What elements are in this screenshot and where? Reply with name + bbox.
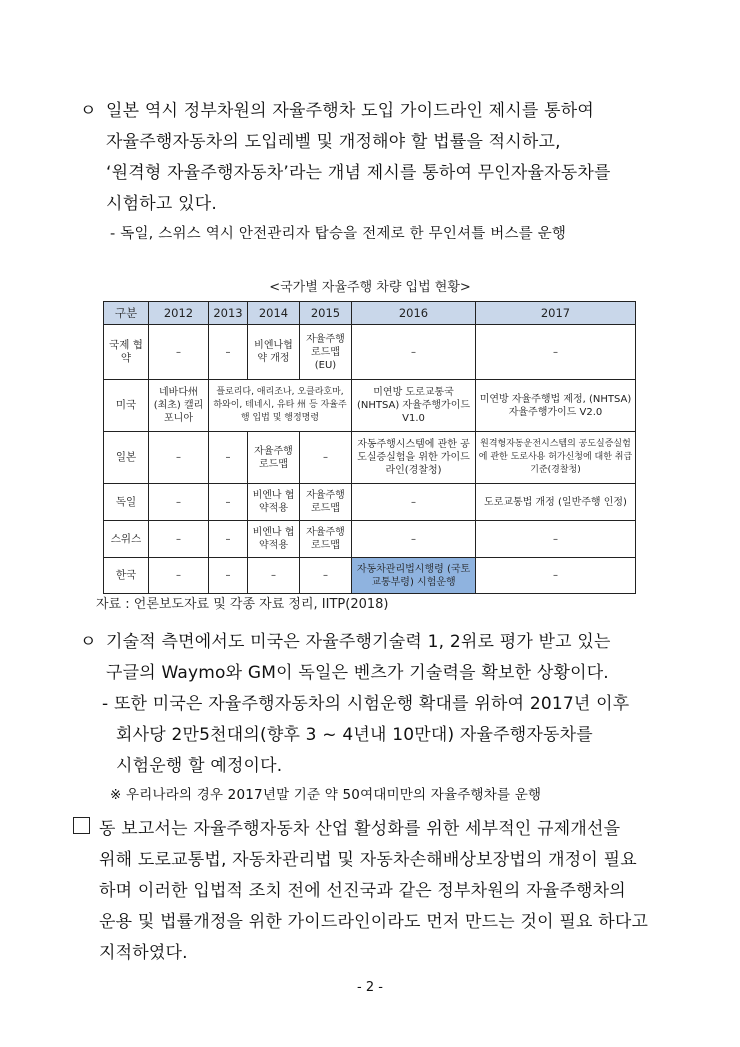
header-cell: 2013 bbox=[209, 302, 248, 325]
header-cell: 2014 bbox=[248, 302, 300, 325]
paragraph-line: 자율주행자동차의 도입레벨 및 개정해야 할 법률을 적시하고, bbox=[106, 132, 561, 152]
table-cell: – bbox=[352, 325, 476, 380]
table-cell: 자율주행 로드맵 bbox=[248, 432, 300, 484]
table-cell: – bbox=[209, 558, 248, 594]
paragraph-line: 동 보고서는 자율주행자동차 산업 활성화를 위한 세부적인 규제개선을 bbox=[99, 819, 621, 839]
sub-bullet-line: 회사당 2만5천대의(향후 3 ~ 4년내 10만대) 자율주행자동차를 bbox=[116, 725, 593, 745]
table-cell: 비엔나 협약적용 bbox=[248, 521, 300, 558]
table-cell: – bbox=[209, 521, 248, 558]
table-cell: 네바다州 (최초) 캘리포니아 bbox=[149, 380, 209, 432]
table-cell: – bbox=[149, 521, 209, 558]
paragraph-line: 지적하였다. bbox=[99, 943, 188, 963]
table-cell: – bbox=[300, 432, 352, 484]
table-cell: – bbox=[476, 325, 636, 380]
bullet-circle: ㅇ bbox=[80, 632, 97, 652]
row-label: 독일 bbox=[104, 484, 149, 521]
table-cell: 플로리다, 애리조나, 오클라호마, 하와이, 테네시, 유타 州 등 자율주행 입법 및 행정명령 bbox=[209, 380, 352, 432]
paragraph-line: 하며 이러한 입법적 조치 전에 선진국과 같은 정부차원의 자율주행차의 bbox=[99, 881, 626, 901]
table-cell: 자율주행 로드맵 bbox=[300, 521, 352, 558]
paragraph-line: 기술적 측면에서도 미국은 자율주행기술력 1, 2위로 평가 받고 있는 bbox=[106, 632, 611, 652]
table-cell: – bbox=[248, 558, 300, 594]
table-cell: – bbox=[149, 432, 209, 484]
legislation-table bbox=[103, 301, 636, 594]
row-label: 국제 협약 bbox=[104, 325, 149, 380]
paragraph-line: 시험하고 있다. bbox=[106, 194, 217, 214]
table-row bbox=[104, 558, 636, 594]
header-cell: 2016 bbox=[352, 302, 476, 325]
table-cell: 도로교통법 개정 (일반주행 인정) bbox=[476, 484, 636, 521]
paragraph-line: 일본 역시 정부차원의 자율주행차 도입 가이드라인 제시를 통하여 bbox=[106, 101, 595, 121]
paragraph-line: 위해 도로교통법, 자동차관리법 및 자동차손해배상보장법의 개정이 필요 bbox=[99, 850, 637, 870]
table-caption: <국가별 자율주행 차량 입법 현황> bbox=[269, 280, 471, 295]
table-cell: – bbox=[352, 521, 476, 558]
table-cell: – bbox=[476, 558, 636, 594]
bullet-circle: ㅇ bbox=[80, 101, 97, 121]
row-label: 일본 bbox=[104, 432, 149, 484]
table-row bbox=[104, 325, 636, 380]
table-cell: – bbox=[209, 432, 248, 484]
table-cell: – bbox=[149, 558, 209, 594]
table-cell: 원격형자동운전시스템의 공도실증실험에 관한 도로사용 허가신청에 대한 취급기준(경찰청) bbox=[476, 432, 636, 484]
table-cell: – bbox=[352, 484, 476, 521]
table-cell: – bbox=[149, 325, 209, 380]
highlighted-cell: 자동차관리법시행령 (국토교통부령) 시험운행 bbox=[352, 558, 476, 594]
page-number: - 2 - bbox=[357, 980, 383, 995]
table-cell: 비엔나 협약적용 bbox=[248, 484, 300, 521]
table-source: 자료 : 언론보도자료 및 각종 자료 정리, IITP(2018) bbox=[96, 597, 389, 612]
table-row bbox=[104, 380, 636, 432]
sub-bullet-line: - 독일, 스위스 역시 안전관리자 탑승을 전제로 한 무인셔틀 버스를 운행 bbox=[110, 226, 567, 242]
sub-bullet-line: - 또한 미국은 자율주행자동차의 시험운행 확대를 위하여 2017년 이후 bbox=[102, 694, 630, 714]
table-cell: – bbox=[300, 558, 352, 594]
paragraph-line: 구글의 Waymo와 GM이 독일은 벤츠가 기술력을 확보한 상황이다. bbox=[106, 663, 609, 683]
table-row bbox=[104, 521, 636, 558]
row-label: 스위스 bbox=[104, 521, 149, 558]
header-cell: 2012 bbox=[149, 302, 209, 325]
table-cell: 미연방 자율주행법 제정, (NHTSA) 자율주행가이드 V2.0 bbox=[476, 380, 636, 432]
table-cell: 자동주행시스템에 관한 공도실증실험을 위한 가이드라인(경찰청) bbox=[352, 432, 476, 484]
table-cell: – bbox=[476, 521, 636, 558]
table-cell: 자율주행 로드맵 (EU) bbox=[300, 325, 352, 380]
table-cell: – bbox=[149, 484, 209, 521]
paragraph-line: ‘원격형 자율주행자동차’라는 개념 제시를 통하여 무인자율자동차를 bbox=[106, 163, 611, 183]
table-row bbox=[104, 432, 636, 484]
table-header-row bbox=[104, 302, 636, 325]
table-cell: 자율주행 로드맵 bbox=[300, 484, 352, 521]
sub-bullet-line: 시험운행 할 예정이다. bbox=[116, 756, 283, 776]
square-bullet-icon bbox=[73, 817, 90, 834]
header-cell: 2015 bbox=[300, 302, 352, 325]
header-cell: 2017 bbox=[476, 302, 636, 325]
header-cell: 구분 bbox=[104, 302, 149, 325]
note-line: ※ 우리나라의 경우 2017년말 기준 약 50여대미만의 자율주행차를 운행 bbox=[110, 787, 542, 803]
table-cell: – bbox=[209, 484, 248, 521]
table-cell: 미연방 도로교통국 (NHTSA) 자율주행가이드 V1.0 bbox=[352, 380, 476, 432]
table-row bbox=[104, 484, 636, 521]
table-cell: 비엔나협약 개정 bbox=[248, 325, 300, 380]
row-label: 미국 bbox=[104, 380, 149, 432]
paragraph-line: 운용 및 법률개정을 위한 가이드라인이라도 먼저 만드는 것이 필요 하다고 bbox=[99, 912, 649, 932]
table-cell: – bbox=[209, 325, 248, 380]
row-label: 한국 bbox=[104, 558, 149, 594]
